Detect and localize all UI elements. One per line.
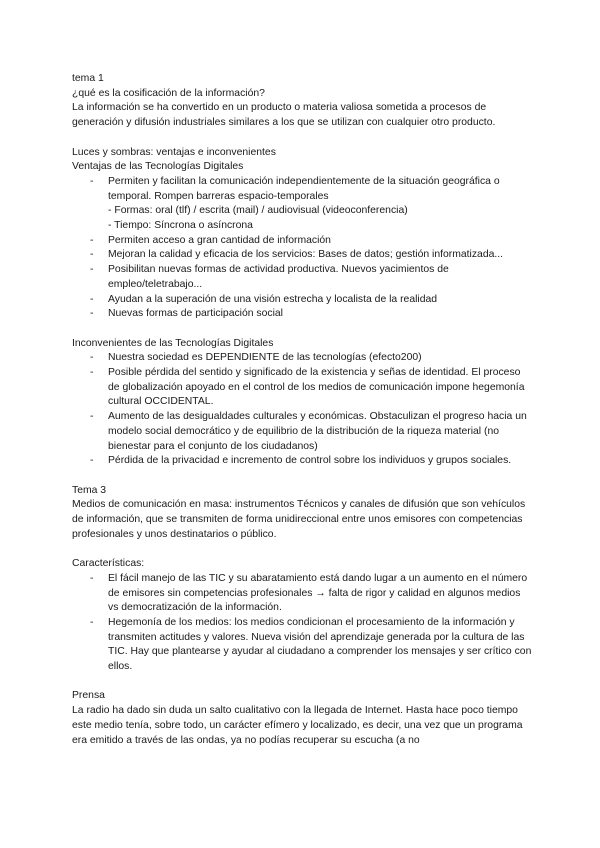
paragraph-cosificacion: La información se ha convertido en un producto o materia valiosa sometida a procesos de generación y difusión industriales similares a los que se utilizan con cualquier otro producto. xyxy=(72,102,496,129)
heading-tema-3: Tema 3 xyxy=(72,484,107,496)
heading-prensa: Prensa xyxy=(72,690,105,702)
list-item: - Posible pérdida del sentido y significado de la existencia y señas de identidad. El proceso de globalización apoyado en el control de los medios de comunicación impone hegemonía cultural OCCIDENTAL. xyxy=(72,366,532,410)
list-subitem-formas: - Formas: oral (tlf) / escrita (mail) / audiovisual (videoconferencia) xyxy=(108,205,408,217)
list-item: - Hegemonía de los medios: los medios condicionan el procesamiento de la información y transmiten actitudes y valores. Nueva visión del aprendizaje generada por la cultura de las TIC. Hay que plantearse y ayudar al ciudadano a comprender los mensajes y ser crítico con ellos. xyxy=(72,616,532,675)
spacer xyxy=(72,322,532,337)
list-item: - Mejoran la calidad y eficacia de los servicios: Bases de datos; gestión informatizada... xyxy=(72,248,532,263)
spacer xyxy=(72,469,532,484)
list-item: - Pérdida de la privacidad e incremento de control sobre los individuos y grupos sociales. xyxy=(72,454,532,469)
list-item-text: Permiten y facilitan la comunicación independientemente de la situación geográfica o temporal. Rompen barreras espacio-temporales xyxy=(108,175,500,202)
list-item: - Permiten acceso a gran cantidad de información xyxy=(72,234,532,249)
document-body xyxy=(72,72,532,748)
heading-luces-sombras: Luces y sombras: ventajas e inconvenientes xyxy=(72,146,276,158)
spacer xyxy=(72,542,532,557)
spacer xyxy=(72,675,532,690)
list-caracteristicas xyxy=(72,572,532,675)
list-item: - Nuestra sociedad es DEPENDIENTE de las tecnologías (efecto200) xyxy=(72,351,532,366)
paragraph-medios-masa: Medios de comunicación en masa: instrumentos Técnicos y canales de difusión que son vehículos de información, que se transmiten de forma unidireccional entre unos emisores con competencias profesionales y unos destinatarios o público. xyxy=(72,499,526,540)
heading-inconvenientes: Inconvenientes de las Tecnologías Digitales xyxy=(72,337,274,349)
list-subitem-tiempo: - Tiempo: Síncrona o asíncrona xyxy=(108,220,253,232)
list-inconvenientes xyxy=(72,351,532,469)
list-item: - Ayudan a la superación de una visión estrecha y localista de la realidad xyxy=(72,293,532,308)
question-cosificacion: ¿qué es la cosificación de la información? xyxy=(72,87,265,99)
heading-ventajas: Ventajas de las Tecnologías Digitales xyxy=(72,161,244,173)
heading-caracteristicas: Características: xyxy=(72,558,145,570)
spacer xyxy=(72,131,532,146)
list-item: - Posibilitan nuevas formas de actividad productiva. Nuevos yacimientos de empleo/teletrabajo... xyxy=(72,263,532,292)
heading-tema-1: tema 1 xyxy=(72,73,104,84)
list-item: - Nuevas formas de participación social xyxy=(72,307,532,322)
list-item: - El fácil manejo de las TIC y su abaratamiento está dando lugar a un aumento en el número de emisores sin competencias profesionales → falta de rigor y calidad en algunos medios vs democratización de la información. xyxy=(72,572,532,616)
list-ventajas xyxy=(72,175,532,322)
list-item xyxy=(72,175,532,234)
list-item: - Aumento de las desigualdades culturales y económicas. Obstaculizan el progreso hacia un modelo social democrático y de equilibrio de la distribución de la riqueza material (no bienestar para el conjunto de los ciudadanos) xyxy=(72,410,532,454)
paragraph-prensa: La radio ha dado sin duda un salto cualitativo con la llegada de Internet. Hasta hace poco tiempo este medio tenía, sobre todo, un carácter efímero y localizado, es decir, una vez que un programa era emitido a través de las ondas, ya no podías recuperar su escucha (a no xyxy=(72,705,523,746)
